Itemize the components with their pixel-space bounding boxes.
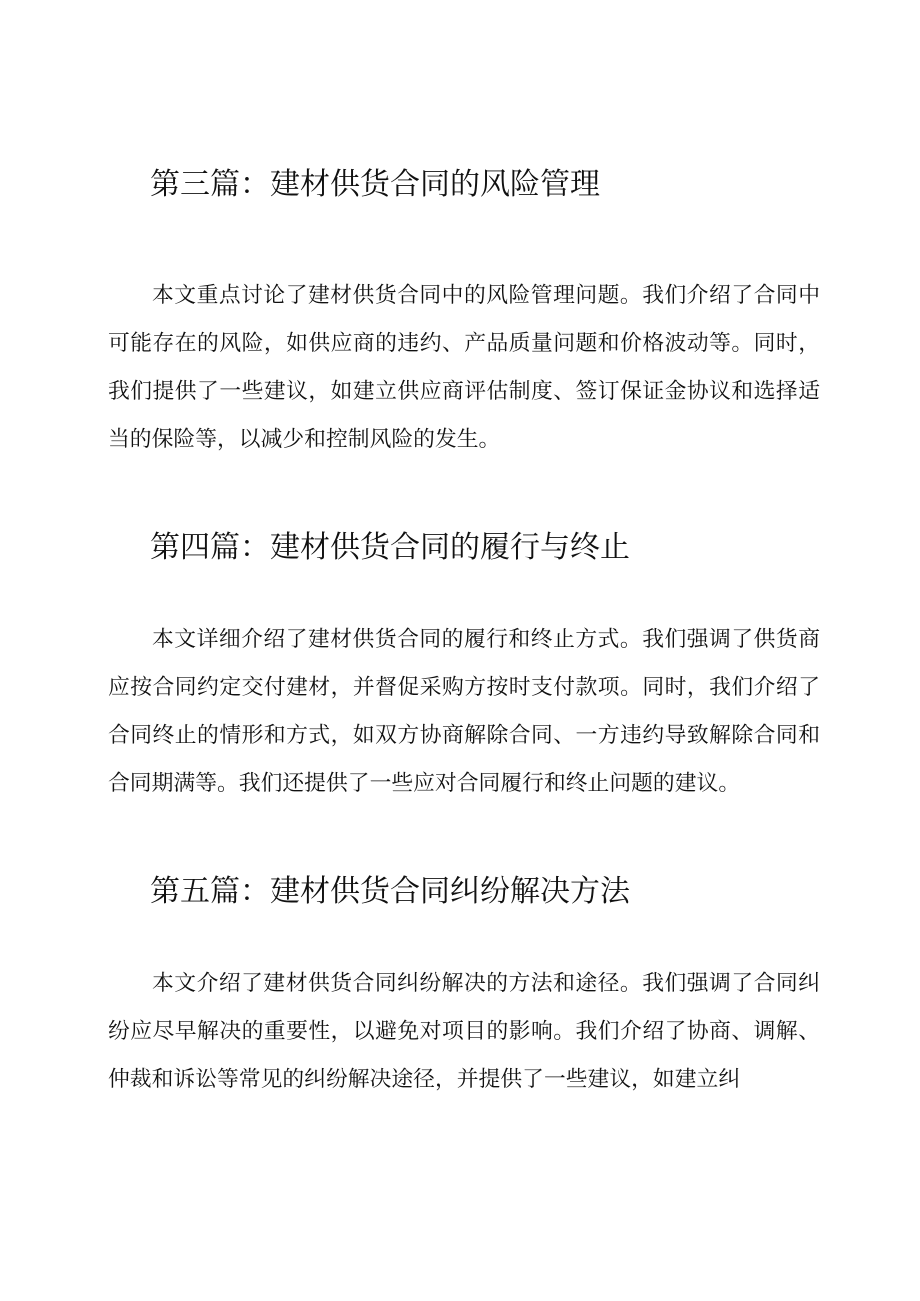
section-4-body: 本文详细介绍了建材供货合同的履行和终止方式。我们强调了供货商应按合同约定交付建材，并督促采购方按时支付款项。同时，我们介绍了合同终止的情形和方式，如双方协商解除合同、一方违约导致解除合同和合同期满等。我们还提供了一些应对合同履行和终止问题的建议。 — [108, 627, 820, 796]
section-5-body: 本文介绍了建材供货合同纠纷解决的方法和途径。我们强调了合同纠纷应尽早解决的重要性，以避免对项目的影响。我们介绍了协商、调解、仲裁和诉讼等常见的纠纷解决途径，并提供了一些建议，如建立纠 — [108, 971, 820, 1092]
section-3-title: 第三篇：建材供货合同的风险管理 — [150, 167, 600, 202]
section-3-body: 本文重点讨论了建材供货合同中的风险管理问题。我们介绍了合同中可能存在的风险，如供应商的违约、产品质量问题和价格波动等。同时，我们提供了一些建议，如建立供应商评估制度、签订保证金协议和选择适当的保险等，以减少和控制风险的发生。 — [108, 283, 820, 452]
section-5-title: 第五篇：建材供货合同纠纷解决方法 — [150, 874, 630, 909]
section-4-title: 第四篇：建材供货合同的履行与终止 — [150, 530, 630, 565]
